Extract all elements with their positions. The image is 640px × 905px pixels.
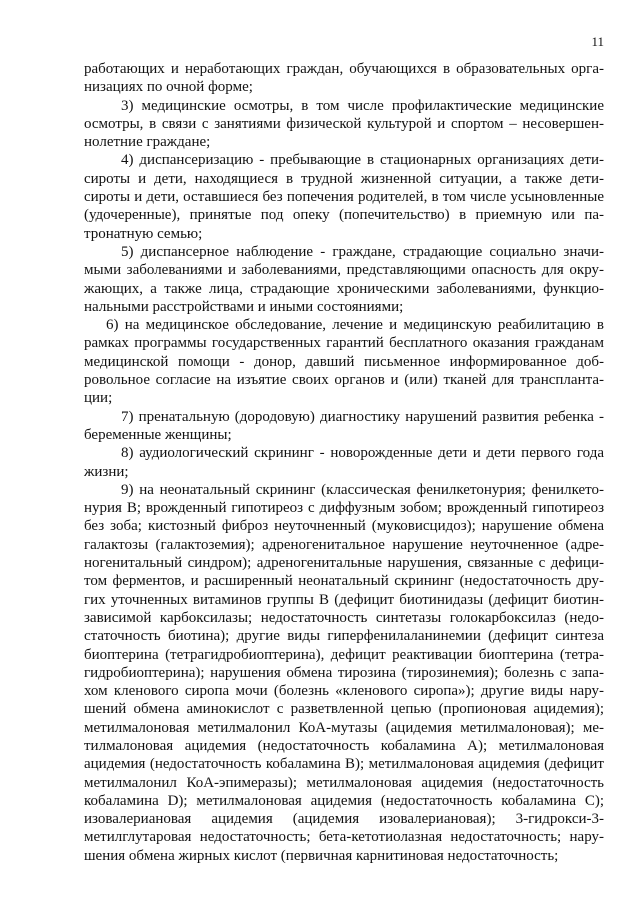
paragraph-item-7: 7) пренатальную (дородовую) диагностику нарушений развития ребенка - беременные женщины; (84, 408, 604, 443)
paragraph-continuation: работающих и неработающих граждан, обучающихся в образовательных организациях по очной форме; (84, 61, 604, 96)
paragraph-item-4: 4) диспансеризацию - пребывающие в стационарных организациях дети-сироты и дети, находящиеся в трудной жизненной ситуации, а также дети-сироты и дети, оставшиеся без попечения родителей, в том числе усыновленные (удочеренные), принятые под опеку (попечительство) в приемную или патронатную семью; (84, 152, 604, 242)
paragraph-item-5: 5) диспансерное наблюдение - граждане, страдающие социально значимыми заболеваниями и заболеваниями, представляющими опасность для окружающих, а также лица, страдающие хроническими заболеваниями, функциональными расстройствами и иными состояниями; (84, 243, 604, 315)
paragraph-item-6: 6) на медицинское обследование, лечение и медицинскую реабилитацию в рамках программы государственных гарантий бесплатного оказания гражданам медицинской помощи - донор, давший письменное информированное добровольное согласие на изъятие своих органов и (или) тканей для трансплантации; (84, 317, 604, 407)
body-text (84, 60, 604, 865)
paragraph-item-8: 8) аудиологический скрининг - новорожденные дети и дети первого года жизни; (84, 445, 604, 480)
page-number: 11 (591, 34, 604, 49)
paragraph-item-9: 9) на неонатальный скрининг (классическая фенилкетонурия; фенилкетонурия B; врожденный гипотиреоз с диффузным зобом; врожденный гипотиреоз без зоба; кистозный фиброз неуточненный (муковисцидоз); нарушение обмена галактозы (галактоземия); адреногенитальное нарушение неуточненное (адреногенитальный синдром); адреногенитальные нарушения, связанные с дефицитом ферментов, и расширенный неонатальный скрининг (недостаточность других уточненных витаминов группы B (дефицит биотинидазы (дефицит биотин-зависимой карбоксилазы; недостаточность синтетазы голокарбоксилаз (недостаточность биотина); другие виды гиперфенилаланинемии (дефицит синтеза биоптерина (тетрагидробиоптерина), дефицит реактивации биоптерина (тетрагидробиоптерина); нарушения обмена тирозина (тирозинемия); болезнь с запахом кленового сиропа мочи (болезнь «кленового сиропа»); другие виды нарушений обмена аминокислот с разветвленной цепью (пропионовая ацидемия); метилмалоновая метилмалонил КоА-мутазы (ацидемия метилмалоновая); метилмалоновая ацидемия (недостаточность кобаламина A); метилмалоновая ацидемия (недостаточность кобаламина B); метилмалоновая ацидемия (дефицит метилмалонил КоА-эпимеразы); метилмалоновая ацидемия (недостаточность кобаламина D); метилмалоновая ацидемия (недостаточность кобаламина C); изовалериановая ацидемия (ацидемия изовалериановая); 3-гидрокси-3-метилглутаровая недостаточность; бета-кетотиолазная недостаточность; нарушения обмена жирных кислот (первичная карнитиновая недостаточность; (84, 481, 604, 864)
paragraph-item-3: 3) медицинские осмотры, в том числе профилактические медицинские осмотры, в связи с занятиями физической культурой и спортом – несовершеннолетние граждане; (84, 97, 604, 151)
